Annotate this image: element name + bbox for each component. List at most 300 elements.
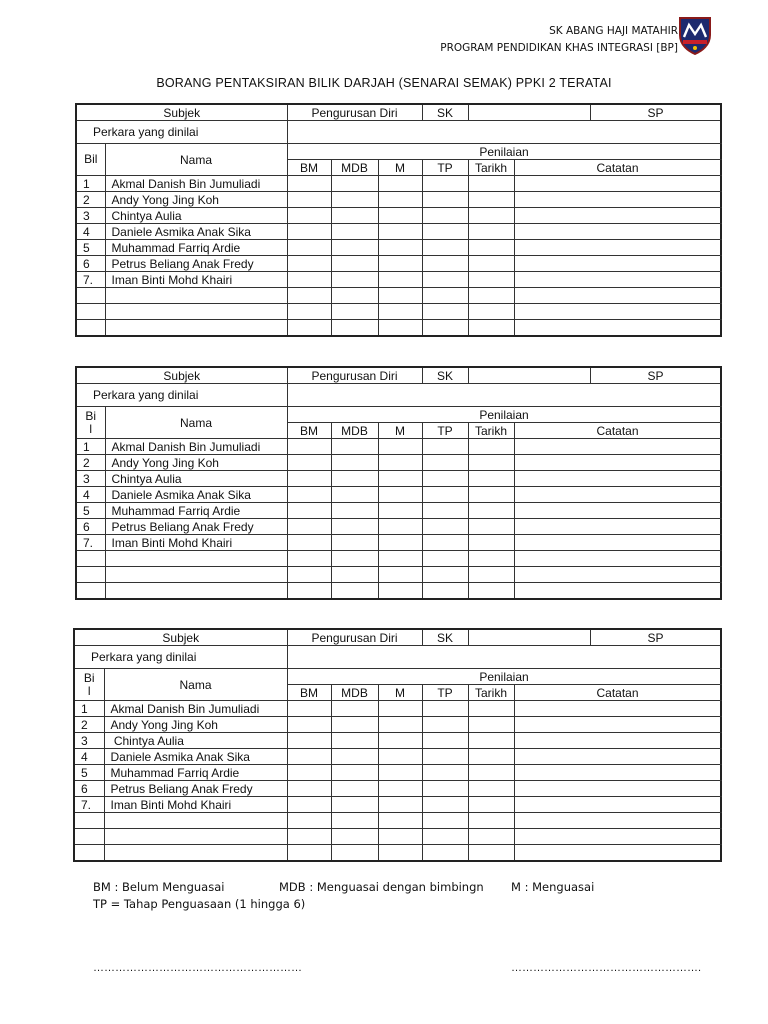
blank-name[interactable] <box>104 829 287 845</box>
blank-tarikh[interactable] <box>468 583 514 600</box>
blank-tarikh[interactable] <box>468 288 514 304</box>
cell-tp[interactable] <box>422 503 468 519</box>
blank-mdb[interactable] <box>331 320 378 337</box>
blank-tp[interactable] <box>422 304 468 320</box>
student-number: 5 <box>76 503 105 519</box>
cell-m[interactable] <box>378 471 422 487</box>
blank-tp[interactable] <box>422 288 468 304</box>
blank-mdb[interactable] <box>331 551 378 567</box>
student-row <box>76 240 721 256</box>
blank-name[interactable] <box>105 583 287 600</box>
cell-m[interactable] <box>378 519 422 535</box>
cell-bm[interactable] <box>287 503 331 519</box>
column-header-mdb: MDB <box>331 423 378 439</box>
student-number: 6 <box>74 781 104 797</box>
blank-mdb[interactable] <box>331 567 378 583</box>
cell-mdb[interactable] <box>331 749 378 765</box>
cell-catatan[interactable] <box>514 535 721 551</box>
blank-catatan[interactable] <box>514 845 721 862</box>
column-header-bm: BM <box>287 685 331 701</box>
cell-m[interactable] <box>378 781 422 797</box>
cell-mdb[interactable] <box>331 519 378 535</box>
cell-mdb[interactable] <box>331 272 378 288</box>
cell-m[interactable] <box>378 192 422 208</box>
cell-catatan[interactable] <box>514 272 721 288</box>
sk-label: SK <box>422 104 468 121</box>
cell-tp[interactable] <box>422 455 468 471</box>
cell-m[interactable] <box>378 439 422 455</box>
student-number: 3 <box>76 208 105 224</box>
cell-tarikh[interactable] <box>468 797 514 813</box>
blank-m[interactable] <box>378 304 422 320</box>
blank-name[interactable] <box>104 845 287 862</box>
student-row <box>74 781 721 797</box>
blank-row <box>74 829 721 845</box>
column-header-bm: BM <box>287 423 331 439</box>
cell-bm[interactable] <box>287 701 331 717</box>
cell-m[interactable] <box>378 503 422 519</box>
student-row <box>76 471 721 487</box>
cell-catatan[interactable] <box>514 701 721 717</box>
blank-tp[interactable] <box>422 813 468 829</box>
cell-tp[interactable] <box>422 797 468 813</box>
blank-row <box>76 288 721 304</box>
cell-tarikh[interactable] <box>468 455 514 471</box>
column-header-m: M <box>378 423 422 439</box>
cell-catatan[interactable] <box>514 208 721 224</box>
cell-mdb[interactable] <box>331 717 378 733</box>
blank-name[interactable] <box>105 551 287 567</box>
column-header-catatan: Catatan <box>514 685 721 701</box>
cell-tp[interactable] <box>422 471 468 487</box>
cell-bm[interactable] <box>287 272 331 288</box>
legend-row-1 <box>93 880 595 894</box>
cell-catatan[interactable] <box>514 749 721 765</box>
perkara-field[interactable] <box>287 646 721 669</box>
cell-bm[interactable] <box>287 487 331 503</box>
student-number: 7. <box>74 797 104 813</box>
student-number: 4 <box>76 487 105 503</box>
cell-catatan[interactable] <box>514 781 721 797</box>
cell-tp[interactable] <box>422 192 468 208</box>
perkara-label: Perkara yang dinilai <box>74 646 287 669</box>
student-row <box>76 503 721 519</box>
cell-bm[interactable] <box>287 717 331 733</box>
column-header-catatan: Catatan <box>514 423 721 439</box>
student-row <box>76 256 721 272</box>
cell-catatan[interactable] <box>514 455 721 471</box>
blank-mdb[interactable] <box>331 845 378 862</box>
penilaian-header: Penilaian <box>287 669 721 685</box>
blank-m[interactable] <box>378 288 422 304</box>
blank-bm[interactable] <box>287 304 331 320</box>
blank-catatan[interactable] <box>514 567 721 583</box>
cell-bm[interactable] <box>287 439 331 455</box>
student-name: Muhammad Farriq Ardie <box>104 765 287 781</box>
column-header-tp: TP <box>422 160 468 176</box>
column-header-mdb: MDB <box>331 685 378 701</box>
assessment-table-2 <box>75 366 722 600</box>
blank-name[interactable] <box>105 288 287 304</box>
student-number: 6 <box>76 519 105 535</box>
sk-field[interactable] <box>468 367 590 384</box>
cell-bm[interactable] <box>287 781 331 797</box>
subjek-label: Subjek <box>74 629 287 646</box>
cell-mdb[interactable] <box>331 471 378 487</box>
cell-mdb[interactable] <box>331 781 378 797</box>
blank-no[interactable] <box>76 551 105 567</box>
column-header-m: M <box>378 685 422 701</box>
student-name: Andy Yong Jing Koh <box>104 717 287 733</box>
blank-mdb[interactable] <box>331 813 378 829</box>
cell-mdb[interactable] <box>331 192 378 208</box>
blank-m[interactable] <box>378 567 422 583</box>
column-header-catatan: Catatan <box>514 160 721 176</box>
cell-catatan[interactable] <box>514 503 721 519</box>
blank-row <box>74 813 721 829</box>
cell-bm[interactable] <box>287 733 331 749</box>
cell-m[interactable] <box>378 733 422 749</box>
cell-bm[interactable] <box>287 176 331 192</box>
cell-mdb[interactable] <box>331 176 378 192</box>
cell-catatan[interactable] <box>514 176 721 192</box>
cell-tp[interactable] <box>422 240 468 256</box>
blank-tp[interactable] <box>422 567 468 583</box>
bil-header: Bi l <box>76 407 105 439</box>
column-header-mdb: MDB <box>331 160 378 176</box>
cell-mdb[interactable] <box>331 765 378 781</box>
blank-name[interactable] <box>105 304 287 320</box>
signature-line-right: ……………………………………………. <box>511 962 702 974</box>
cell-m[interactable] <box>378 701 422 717</box>
student-number: 4 <box>76 224 105 240</box>
student-number: 7. <box>76 272 105 288</box>
student-name: Chintya Aulia <box>105 471 287 487</box>
blank-row <box>74 845 721 862</box>
blank-tarikh[interactable] <box>468 829 514 845</box>
student-name: Daniele Asmika Anak Sika <box>105 224 287 240</box>
blank-tp[interactable] <box>422 320 468 337</box>
cell-tarikh[interactable] <box>468 439 514 455</box>
student-name: Petrus Beliang Anak Fredy <box>105 519 287 535</box>
cell-tp[interactable] <box>422 749 468 765</box>
cell-mdb[interactable] <box>331 487 378 503</box>
student-row <box>74 749 721 765</box>
student-name: Chintya Aulia <box>104 733 287 749</box>
cell-tp[interactable] <box>422 272 468 288</box>
blank-m[interactable] <box>378 813 422 829</box>
student-number: 3 <box>76 471 105 487</box>
cell-tarikh[interactable] <box>468 765 514 781</box>
student-number: 3 <box>74 733 104 749</box>
assessment-table-3 <box>73 628 722 862</box>
cell-tarikh[interactable] <box>468 503 514 519</box>
blank-name[interactable] <box>105 567 287 583</box>
perkara-label: Perkara yang dinilai <box>76 121 287 144</box>
blank-tp[interactable] <box>422 551 468 567</box>
sp-label: SP <box>590 104 721 121</box>
student-number: 4 <box>74 749 104 765</box>
cell-tarikh[interactable] <box>468 208 514 224</box>
student-number: 6 <box>76 256 105 272</box>
legend-tp: TP = Tahap Penguasaan (1 hingga 6) <box>93 897 306 911</box>
blank-name[interactable] <box>105 320 287 337</box>
cell-tarikh[interactable] <box>468 176 514 192</box>
student-row <box>76 208 721 224</box>
cell-tp[interactable] <box>422 701 468 717</box>
cell-tarikh[interactable] <box>468 256 514 272</box>
cell-tp[interactable] <box>422 208 468 224</box>
cell-m[interactable] <box>378 797 422 813</box>
blank-no[interactable] <box>76 567 105 583</box>
blank-catatan[interactable] <box>514 813 721 829</box>
cell-m[interactable] <box>378 240 422 256</box>
cell-tarikh[interactable] <box>468 535 514 551</box>
column-header-tarikh: Tarikh <box>468 160 514 176</box>
cell-m[interactable] <box>378 256 422 272</box>
blank-tarikh[interactable] <box>468 567 514 583</box>
blank-mdb[interactable] <box>331 288 378 304</box>
cell-m[interactable] <box>378 487 422 503</box>
student-number: 1 <box>76 439 105 455</box>
cell-tp[interactable] <box>422 487 468 503</box>
cell-bm[interactable] <box>287 519 331 535</box>
blank-no[interactable] <box>76 288 105 304</box>
cell-tarikh[interactable] <box>468 471 514 487</box>
student-number: 1 <box>76 176 105 192</box>
sk-label: SK <box>422 629 468 646</box>
cell-catatan[interactable] <box>514 765 721 781</box>
column-header-bm: BM <box>287 160 331 176</box>
sk-label: SK <box>422 367 468 384</box>
student-name: Petrus Beliang Anak Fredy <box>105 256 287 272</box>
cell-catatan[interactable] <box>514 733 721 749</box>
blank-no[interactable] <box>76 583 105 600</box>
blank-bm[interactable] <box>287 567 331 583</box>
cell-m[interactable] <box>378 765 422 781</box>
blank-mdb[interactable] <box>331 583 378 600</box>
blank-catatan[interactable] <box>514 551 721 567</box>
cell-mdb[interactable] <box>331 535 378 551</box>
column-header-tp: TP <box>422 685 468 701</box>
student-row <box>74 717 721 733</box>
cell-tp[interactable] <box>422 519 468 535</box>
cell-catatan[interactable] <box>514 256 721 272</box>
blank-bm[interactable] <box>287 551 331 567</box>
cell-m[interactable] <box>378 272 422 288</box>
cell-bm[interactable] <box>287 240 331 256</box>
blank-bm[interactable] <box>287 583 331 600</box>
cell-m[interactable] <box>378 535 422 551</box>
perkara-field[interactable] <box>287 384 721 407</box>
column-header-tarikh: Tarikh <box>468 685 514 701</box>
blank-bm[interactable] <box>287 813 331 829</box>
cell-bm[interactable] <box>287 256 331 272</box>
cell-catatan[interactable] <box>514 717 721 733</box>
blank-tp[interactable] <box>422 845 468 862</box>
cell-mdb[interactable] <box>331 240 378 256</box>
bil-header: Bil <box>76 144 105 176</box>
signature-line-left: ………………………………………………… <box>93 962 302 974</box>
cell-tarikh[interactable] <box>468 701 514 717</box>
blank-bm[interactable] <box>287 845 331 862</box>
cell-mdb[interactable] <box>331 733 378 749</box>
student-name: Akmal Danish Bin Jumuliadi <box>105 439 287 455</box>
school-crest-icon <box>678 15 712 55</box>
cell-tp[interactable] <box>422 439 468 455</box>
cell-tarikh[interactable] <box>468 519 514 535</box>
school-name-block <box>440 23 678 57</box>
cell-bm[interactable] <box>287 471 331 487</box>
blank-no[interactable] <box>76 320 105 337</box>
cell-tp[interactable] <box>422 717 468 733</box>
cell-mdb[interactable] <box>331 797 378 813</box>
perkara-field[interactable] <box>287 121 721 144</box>
student-row <box>76 455 721 471</box>
cell-catatan[interactable] <box>514 240 721 256</box>
cell-tp[interactable] <box>422 176 468 192</box>
cell-bm[interactable] <box>287 192 331 208</box>
blank-row <box>76 320 721 337</box>
cell-tp[interactable] <box>422 535 468 551</box>
blank-m[interactable] <box>378 320 422 337</box>
cell-tp[interactable] <box>422 224 468 240</box>
blank-tarikh[interactable] <box>468 320 514 337</box>
blank-catatan[interactable] <box>514 288 721 304</box>
cell-mdb[interactable] <box>331 455 378 471</box>
cell-catatan[interactable] <box>514 519 721 535</box>
column-header-tarikh: Tarikh <box>468 423 514 439</box>
student-row <box>76 439 721 455</box>
student-number: 2 <box>76 455 105 471</box>
blank-m[interactable] <box>378 829 422 845</box>
student-row <box>74 701 721 717</box>
cell-bm[interactable] <box>287 455 331 471</box>
blank-no[interactable] <box>74 845 104 862</box>
student-name: Chintya Aulia <box>105 208 287 224</box>
blank-tp[interactable] <box>422 583 468 600</box>
sk-field[interactable] <box>468 629 590 646</box>
student-number: 5 <box>76 240 105 256</box>
cell-bm[interactable] <box>287 535 331 551</box>
student-number: 2 <box>76 192 105 208</box>
blank-no[interactable] <box>74 813 104 829</box>
cell-catatan[interactable] <box>514 192 721 208</box>
cell-m[interactable] <box>378 224 422 240</box>
cell-tarikh[interactable] <box>468 224 514 240</box>
blank-catatan[interactable] <box>514 583 721 600</box>
blank-m[interactable] <box>378 551 422 567</box>
cell-bm[interactable] <box>287 749 331 765</box>
student-number: 7. <box>76 535 105 551</box>
student-row <box>76 224 721 240</box>
blank-bm[interactable] <box>287 829 331 845</box>
cell-mdb[interactable] <box>331 439 378 455</box>
nama-header: Nama <box>104 669 287 701</box>
cell-tp[interactable] <box>422 256 468 272</box>
blank-row <box>76 304 721 320</box>
student-row <box>76 192 721 208</box>
cell-tarikh[interactable] <box>468 272 514 288</box>
blank-row <box>76 567 721 583</box>
blank-tarikh[interactable] <box>468 304 514 320</box>
student-name: Muhammad Farriq Ardie <box>105 240 287 256</box>
blank-tp[interactable] <box>422 829 468 845</box>
student-row <box>74 765 721 781</box>
cell-tarikh[interactable] <box>468 240 514 256</box>
blank-name[interactable] <box>104 813 287 829</box>
blank-m[interactable] <box>378 583 422 600</box>
blank-mdb[interactable] <box>331 829 378 845</box>
student-row <box>76 535 721 551</box>
student-number: 1 <box>74 701 104 717</box>
cell-catatan[interactable] <box>514 471 721 487</box>
blank-tarikh[interactable] <box>468 551 514 567</box>
cell-mdb[interactable] <box>331 503 378 519</box>
blank-no[interactable] <box>76 304 105 320</box>
cell-bm[interactable] <box>287 224 331 240</box>
cell-tp[interactable] <box>422 781 468 797</box>
subjek-label: Subjek <box>76 104 287 121</box>
cell-m[interactable] <box>378 455 422 471</box>
sp-label: SP <box>590 367 721 384</box>
cell-bm[interactable] <box>287 797 331 813</box>
subjek-value: Pengurusan Diri <box>287 104 422 121</box>
penilaian-header: Penilaian <box>287 144 721 160</box>
blank-catatan[interactable] <box>514 829 721 845</box>
subjek-label: Subjek <box>76 367 287 384</box>
cell-mdb[interactable] <box>331 208 378 224</box>
blank-bm[interactable] <box>287 288 331 304</box>
student-row <box>74 733 721 749</box>
cell-mdb[interactable] <box>331 701 378 717</box>
blank-m[interactable] <box>378 845 422 862</box>
cell-m[interactable] <box>378 717 422 733</box>
cell-tarikh[interactable] <box>468 487 514 503</box>
cell-catatan[interactable] <box>514 439 721 455</box>
cell-tarikh[interactable] <box>468 749 514 765</box>
cell-bm[interactable] <box>287 765 331 781</box>
cell-tarikh[interactable] <box>468 192 514 208</box>
blank-tarikh[interactable] <box>468 813 514 829</box>
cell-m[interactable] <box>378 749 422 765</box>
cell-m[interactable] <box>378 176 422 192</box>
student-row <box>76 176 721 192</box>
cell-mdb[interactable] <box>331 224 378 240</box>
blank-tarikh[interactable] <box>468 845 514 862</box>
cell-bm[interactable] <box>287 208 331 224</box>
cell-m[interactable] <box>378 208 422 224</box>
cell-tp[interactable] <box>422 733 468 749</box>
cell-tp[interactable] <box>422 765 468 781</box>
cell-tarikh[interactable] <box>468 733 514 749</box>
cell-mdb[interactable] <box>331 256 378 272</box>
blank-catatan[interactable] <box>514 304 721 320</box>
blank-no[interactable] <box>74 829 104 845</box>
cell-catatan[interactable] <box>514 487 721 503</box>
cell-catatan[interactable] <box>514 797 721 813</box>
cell-tarikh[interactable] <box>468 717 514 733</box>
sk-field[interactable] <box>468 104 590 121</box>
student-name: Iman Binti Mohd Khairi <box>104 797 287 813</box>
cell-catatan[interactable] <box>514 224 721 240</box>
cell-tarikh[interactable] <box>468 781 514 797</box>
subjek-value: Pengurusan Diri <box>287 629 422 646</box>
column-header-m: M <box>378 160 422 176</box>
blank-mdb[interactable] <box>331 304 378 320</box>
blank-bm[interactable] <box>287 320 331 337</box>
blank-catatan[interactable] <box>514 320 721 337</box>
